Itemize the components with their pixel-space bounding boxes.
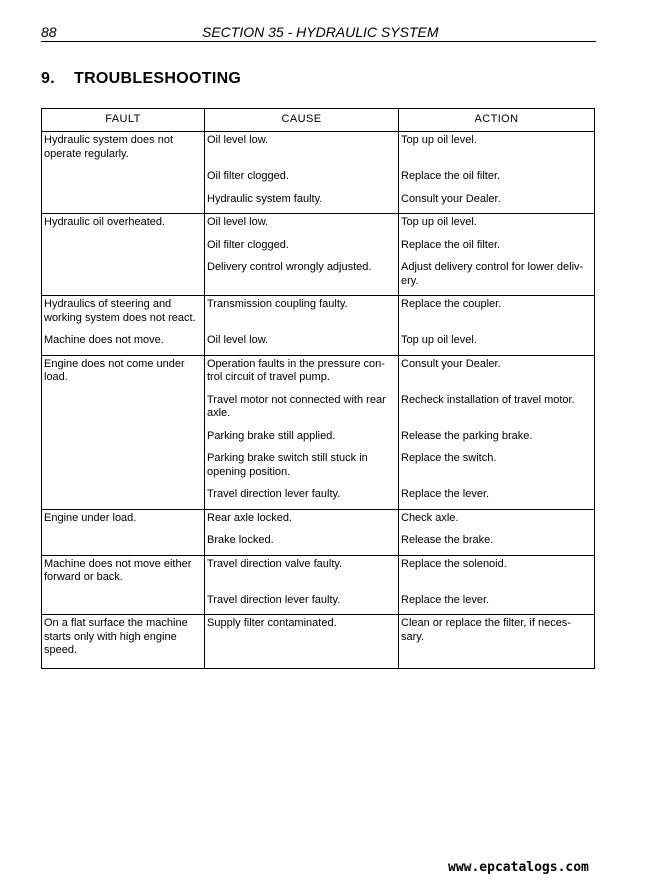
cause-cell: Transmission coupling faulty. (205, 296, 399, 333)
action-cell: Consult your Dealer. (399, 355, 595, 392)
page-title (41, 70, 241, 88)
action-cell: Release the brake. (399, 532, 595, 555)
fault-cell: On a flat surface the machine starts only with high engine speed. (42, 615, 205, 669)
table-row (42, 259, 595, 296)
table-row (42, 191, 595, 214)
cause-cell: Supply filter contaminated. (205, 615, 399, 669)
action-cell: Check axle. (399, 509, 595, 532)
action-cell: Replace the lever. (399, 486, 595, 509)
fault-cell (42, 168, 205, 191)
fault-cell: Machine does not move. (42, 332, 205, 355)
page-header (41, 24, 596, 42)
table-row (42, 392, 595, 428)
fault-cell: Engine under load. (42, 509, 205, 532)
fault-cell: Machine does not move either forward or back. (42, 555, 205, 592)
action-cell: Replace the oil filter. (399, 237, 595, 260)
action-cell: Clean or replace the filter, if neces-sary. (399, 615, 595, 669)
action-cell: Consult your Dealer. (399, 191, 595, 214)
cause-cell: Oil filter clogged. (205, 237, 399, 260)
fault-cell (42, 191, 205, 214)
table-row (42, 332, 595, 355)
table-header-row (42, 109, 595, 132)
cause-cell: Travel direction valve faulty. (205, 555, 399, 592)
cause-cell: Travel motor not connected with rear axle. (205, 392, 399, 428)
cause-cell: Oil level low. (205, 214, 399, 237)
fault-cell (42, 392, 205, 428)
fault-cell (42, 428, 205, 451)
fault-cell: Hydraulic oil overheated. (42, 214, 205, 237)
action-cell: Top up oil level. (399, 132, 595, 169)
cause-cell: Travel direction lever faulty. (205, 486, 399, 509)
table-row (42, 296, 595, 333)
action-cell: Adjust delivery control for lower deliv-ery. (399, 259, 595, 296)
table-row (42, 615, 595, 669)
cause-cell: Brake locked. (205, 532, 399, 555)
fault-cell (42, 450, 205, 486)
cause-cell: Oil filter clogged. (205, 168, 399, 191)
action-cell: Replace the oil filter. (399, 168, 595, 191)
table-row (42, 486, 595, 509)
table-row (42, 509, 595, 532)
action-cell: Replace the solenoid. (399, 555, 595, 592)
action-cell: Release the parking brake. (399, 428, 595, 451)
table-row (42, 592, 595, 615)
section-title: SECTION 35 - HYDRAULIC SYSTEM (202, 24, 439, 40)
table-row (42, 237, 595, 260)
cause-cell: Operation faults in the pressure con-trol circuit of travel pump. (205, 355, 399, 392)
section-heading: TROUBLESHOOTING (74, 70, 242, 87)
troubleshooting-table (41, 108, 595, 669)
table-row (42, 555, 595, 592)
fault-cell (42, 259, 205, 296)
cause-cell: Travel direction lever faulty. (205, 592, 399, 615)
cause-cell: Delivery control wrongly adjusted. (205, 259, 399, 296)
fault-cell: Engine does not come under load. (42, 355, 205, 392)
fault-cell (42, 237, 205, 260)
column-header-cause: CAUSE (205, 109, 399, 132)
action-cell: Replace the lever. (399, 592, 595, 615)
action-cell: Recheck installation of travel motor. (399, 392, 595, 428)
table-row (42, 168, 595, 191)
cause-cell: Parking brake still applied. (205, 428, 399, 451)
fault-cell (42, 532, 205, 555)
table-row (42, 132, 595, 169)
table-row (42, 355, 595, 392)
fault-cell: Hydraulics of steering and working system does not react. (42, 296, 205, 333)
action-cell: Top up oil level. (399, 332, 595, 355)
cause-cell: Hydraulic system faulty. (205, 191, 399, 214)
fault-cell (42, 486, 205, 509)
footer-url: www.epcatalogs.com (448, 860, 589, 875)
cause-cell: Oil level low. (205, 332, 399, 355)
cause-cell: Oil level low. (205, 132, 399, 169)
page-number: 88 (41, 24, 57, 40)
table-body (42, 132, 595, 669)
fault-cell: Hydraulic system does not operate regularly. (42, 132, 205, 169)
action-cell: Replace the coupler. (399, 296, 595, 333)
table-row (42, 532, 595, 555)
action-cell: Replace the switch. (399, 450, 595, 486)
fault-cell (42, 592, 205, 615)
column-header-action: ACTION (399, 109, 595, 132)
cause-cell: Parking brake switch still stuck in opening position. (205, 450, 399, 486)
action-cell: Top up oil level. (399, 214, 595, 237)
table-row (42, 428, 595, 451)
table-row (42, 450, 595, 486)
table-row (42, 214, 595, 237)
cause-cell: Rear axle locked. (205, 509, 399, 532)
column-header-fault: FAULT (42, 109, 205, 132)
section-number: 9. (41, 70, 55, 87)
